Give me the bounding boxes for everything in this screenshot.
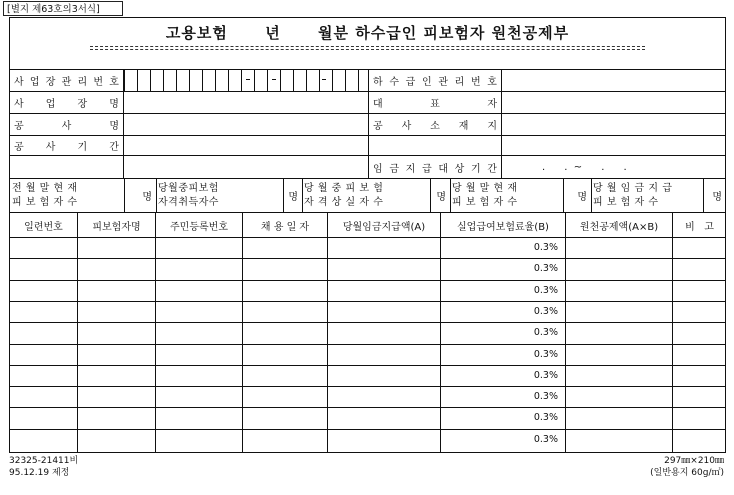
table-cell[interactable] [566,430,672,450]
table-cell[interactable] [243,345,327,365]
label-char: 사 [401,121,412,132]
table-cell[interactable] [156,366,242,386]
table-cell[interactable] [243,302,327,322]
label-char: 지 [405,163,416,175]
table-cell[interactable] [673,281,726,301]
table-cell[interactable] [78,302,155,322]
table-cell[interactable] [78,366,155,386]
table-cell[interactable] [566,387,672,407]
table-cell[interactable] [78,281,155,301]
table-cell[interactable] [78,387,155,407]
label-char: 리 [454,77,465,88]
table-cell[interactable] [156,281,242,301]
stat-divider [703,178,704,212]
subcontractor-mgmt-no-value[interactable] [502,70,725,91]
table-cell[interactable] [566,408,672,428]
table-cell[interactable] [673,345,726,365]
stat-divider [563,178,564,212]
column-header: 비 고 [685,221,714,233]
table-cell[interactable] [566,323,672,343]
table-cell[interactable] [78,345,155,365]
label-char: 번 [93,77,104,88]
table-cell[interactable] [673,387,726,407]
table-cell[interactable] [156,259,242,279]
label-business-name [10,92,123,113]
stat-label-line2: 피 보 험 자 수 [12,196,78,208]
table-cell[interactable] [566,366,672,386]
table-cell[interactable] [156,323,242,343]
label-char: 명 [109,121,119,132]
table-cell[interactable] [10,345,77,365]
label-char: 명 [109,99,119,110]
project-period-value[interactable] [124,136,368,155]
label-char: 임 [373,163,383,175]
table-cell[interactable] [10,408,77,428]
label-char: 급 [421,163,432,175]
business-number-digit-box [228,70,229,91]
business-number-digit-box [332,70,333,91]
column-header: 당월임금지급액(A) [342,221,426,233]
table-cell[interactable] [156,238,242,258]
label-char: 금 [389,163,399,175]
label-char: 업 [45,99,56,110]
insurance-rate-cell: 0.3% [533,285,558,296]
table-cell[interactable] [673,323,726,343]
table-cell[interactable] [566,259,672,279]
business-number-digit-box [280,70,281,91]
business-number-separator [272,79,276,80]
insurance-rate-cell: 0.3% [533,306,558,317]
paper-type: (일반용지 60g/㎡) [650,468,724,478]
business-number-separator [246,79,250,80]
title-underline [90,46,645,47]
label-char: 인 [421,77,432,88]
form-number-tag: [별지 제63호의3서식] [3,1,123,16]
business-number-digit-box [254,70,255,91]
project-name-value[interactable] [124,114,368,135]
business-number-digit-box [163,70,164,91]
business-number-digit-box [267,70,268,91]
table-cell[interactable] [10,238,77,258]
stat-unit[interactable]: 명 [436,192,446,203]
table-cell[interactable] [10,259,77,279]
label-char: 사 [14,77,24,88]
table-cell[interactable] [673,430,726,450]
label-char: 공 [14,142,24,153]
stat-divider [430,178,431,212]
label-subcontractor-mgmt-no [369,70,501,91]
table-cell[interactable] [328,238,440,258]
table-cell[interactable] [10,302,77,322]
table-cell[interactable] [673,302,726,322]
label-wage-period [369,156,501,178]
table-cell[interactable] [10,281,77,301]
label-char: 공 [373,121,383,132]
business-number-digit-box [358,70,359,91]
label-char: 간 [109,142,119,153]
table-cell[interactable] [243,238,327,258]
table-cell[interactable] [328,345,440,365]
blank-left-value[interactable] [124,156,368,178]
label-char: 공 [14,121,24,132]
insurance-rate-cell: 0.3% [533,327,558,338]
label-char: 급 [405,77,416,88]
label-project-name [10,114,123,135]
table-cell[interactable] [10,430,77,450]
table-cell[interactable] [78,430,155,450]
table-cell[interactable] [156,408,242,428]
column-header: 원천공제액(A×B) [579,221,659,233]
table-cell[interactable] [328,323,440,343]
label-char: 장 [77,99,88,110]
blank-right-value[interactable] [502,136,725,155]
table-cell[interactable] [566,281,672,301]
table-cell[interactable] [156,387,242,407]
business-number-digit-box [176,70,177,91]
table-cell[interactable] [673,408,726,428]
stat-divider [283,178,284,212]
business-name-value[interactable] [124,92,368,113]
table-cell[interactable] [243,281,327,301]
insurance-rate-cell: 0.3% [533,412,558,423]
table-cell[interactable] [156,345,242,365]
insurance-rate-cell: 0.3% [533,349,558,360]
table-cell[interactable] [10,387,77,407]
business-number-digit-box [202,70,203,91]
table-cell[interactable] [328,281,440,301]
column-header: 채 용 일 자 [260,221,310,233]
label-char: 자 [487,99,497,110]
table-cell[interactable] [78,323,155,343]
wage-period-value[interactable]: . . ~ . . [542,161,627,173]
label-char: 리 [77,77,88,88]
stat-divider [450,178,451,212]
paper-size: 297㎜×210㎜ [664,456,724,466]
stat-divider [591,178,592,212]
business-number-digit-box [293,70,294,91]
insurance-rate-cell: 0.3% [533,370,558,381]
label-char: 관 [438,77,448,88]
label-char: 호 [109,77,119,88]
label-char: 호 [487,77,497,88]
table-cell[interactable] [156,302,242,322]
stat-label-line2: 피 보 험 자 수 [452,196,518,208]
table-cell[interactable] [673,238,726,258]
label-char: 업 [29,77,40,88]
business-number-digit-box [306,70,307,91]
table-cell[interactable] [243,323,327,343]
stat-label [450,179,563,212]
label-char: 기 [470,163,481,175]
label-char: 사 [61,121,72,132]
title-underline-2 [90,49,645,50]
table-cell[interactable] [566,302,672,322]
stat-label [591,179,703,212]
stat-divider [124,178,125,212]
insurance-rate-cell: 0.3% [533,391,558,402]
business-number-digit-box [189,70,190,91]
column-header: 실업급여보험료율(B) [457,221,549,233]
business-number-separator [322,79,326,80]
label-representative [369,92,501,113]
business-number-digit-box [124,70,125,91]
stat-unit[interactable]: 명 [712,192,722,203]
table-cell[interactable] [328,408,440,428]
table-cell[interactable] [566,345,672,365]
label-char: 하 [373,77,383,88]
table-cell[interactable] [243,387,327,407]
table-cell[interactable] [673,366,726,386]
label-char: 대 [438,163,448,175]
table-cell[interactable] [328,259,440,279]
label-char: 지 [487,121,497,132]
label-char: 간 [487,163,497,175]
business-number-digit-box [150,70,151,91]
stat-label [302,179,430,212]
table-cell[interactable] [10,323,77,343]
label-char: 대 [373,99,383,110]
business-number-digit-box [345,70,346,91]
form-code: 32325-21411비 [9,456,79,466]
insurance-rate-cell: 0.3% [533,263,558,274]
stat-divider [302,178,303,212]
stat-label-line1: 당 월 중 피 보 험 [304,182,384,194]
stat-label-line1: 당 월 임 금 지 급 [593,182,673,194]
label-char: 기 [77,142,88,153]
stat-label-line2: 자 격 상 실 자 수 [304,196,384,208]
stat-divider [156,178,157,212]
table-cell[interactable] [328,387,440,407]
stat-label [156,179,283,212]
stat-unit[interactable]: 명 [142,192,152,203]
representative-value[interactable] [502,92,725,113]
business-number-digit-box [241,70,242,91]
label-blank-left [10,156,123,178]
label-business-mgmt-no [10,70,123,91]
label-char: 소 [430,121,440,132]
business-number-digit-box [215,70,216,91]
stat-label-line1: 당월중피보험 [158,182,219,194]
stat-unit[interactable]: 명 [288,192,298,203]
enactment-date: 95.12.19 제정 [9,468,70,478]
table-cell[interactable] [243,259,327,279]
column-header: 일련번호 [24,221,63,233]
table-cell[interactable] [78,408,155,428]
stat-label-line1: 당 월 말 현 재 [452,182,518,194]
table-cell[interactable] [156,430,242,450]
table-cell[interactable] [328,302,440,322]
table-cell[interactable] [673,259,726,279]
label-project-location [369,114,501,135]
label-blank-right [369,136,501,155]
label-char: 장 [45,77,56,88]
label-char: 재 [458,121,469,132]
insurance-rate-cell: 0.3% [533,242,558,253]
label-char: 표 [430,99,440,110]
table-cell[interactable] [328,430,440,450]
table-cell[interactable] [243,366,327,386]
label-char: 관 [61,77,72,88]
label-char: 수 [389,77,399,88]
insurance-rate-cell: 0.3% [533,434,558,445]
label-project-period [10,136,123,155]
table-cell[interactable] [243,430,327,450]
label-char: 사 [14,99,24,110]
stat-label [10,179,124,212]
table-cell[interactable] [243,408,327,428]
table-cell[interactable] [10,366,77,386]
stat-label-line2: 피 보 험 자 수 [593,196,659,208]
table-cell[interactable] [78,259,155,279]
label-char: 사 [45,142,56,153]
label-char: 번 [470,77,481,88]
column-header: 피보험자명 [92,221,141,233]
stat-label-line2: 자격취득자수 [158,196,219,208]
business-number-digit-box [137,70,138,91]
project-location-value[interactable] [502,114,725,135]
stat-unit[interactable]: 명 [577,192,587,203]
table-cell[interactable] [78,238,155,258]
form-title: 고용보험 년 월분 하수급인 피보험자 원천공제부 [165,24,570,42]
business-number-digit-box [319,70,320,91]
column-header: 주민등록번호 [170,221,228,233]
label-char: 상 [454,163,465,175]
table-cell[interactable] [328,366,440,386]
stat-label-line1: 전 월 말 현 재 [12,182,78,194]
table-cell[interactable] [566,238,672,258]
